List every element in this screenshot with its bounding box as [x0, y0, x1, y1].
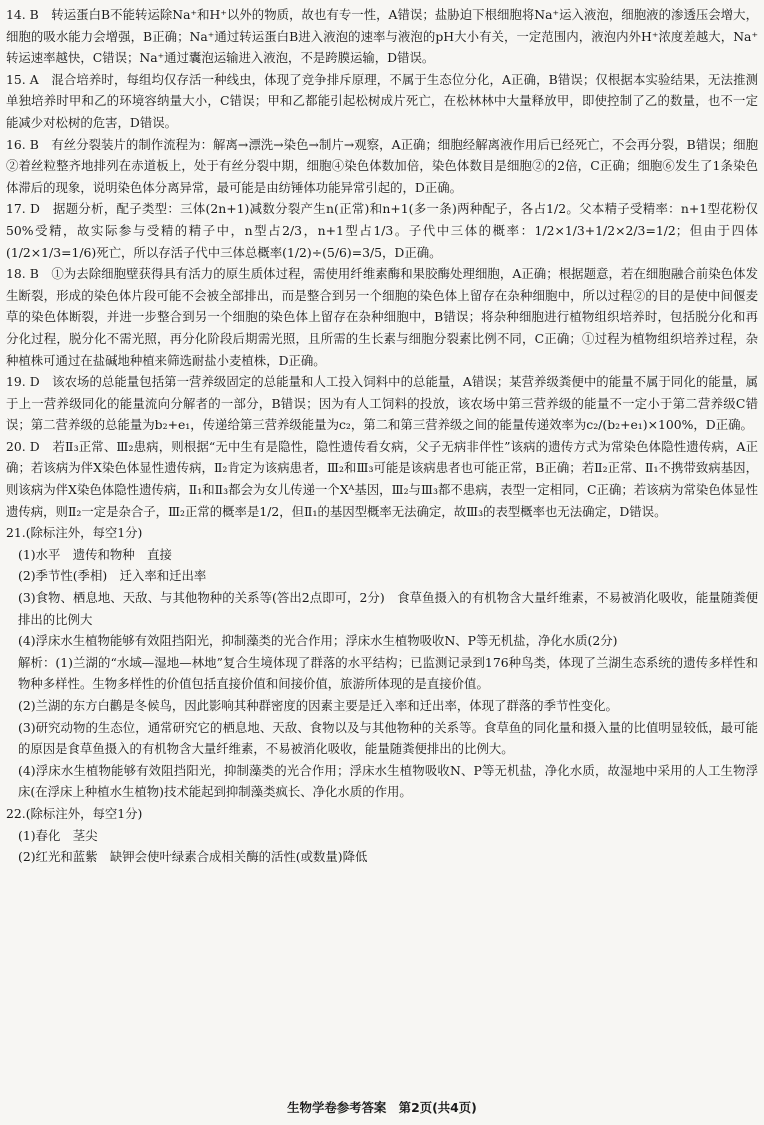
answer-text: 20. D 若Ⅱ₃正常、Ⅲ₂患病，则根据“无中生有是隐性，隐性遗传看女病，父子无病非伴性”该病的遗传方式为常染色体隐性遗传病，A正确；若该病为伴X染色体显性遗传病，Ⅱ₂肯定为该病患者，Ⅲ₂和Ⅲ₃可能是该病患者也可能正常，B正确；若Ⅱ₂正常、Ⅱ₁不携带致病基因，则该病为伴X染色体隐性遗传病，Ⅱ₁和Ⅱ₃都会为女儿传递一个Xᴬ基因，Ⅲ₂与Ⅲ₃都不患病，表型一定相同，C正确；若该病为常染色体显性遗传病，则Ⅱ₂一定是杂合子，Ⅲ₂正常的概率是1/2，但Ⅱ₁的基因型概率无法确定，故Ⅲ₃的表型概率也无法确定，D错误。: [6, 438, 758, 519]
page-footer: 生物学卷参考答案 第2页(共4页): [287, 1100, 477, 1115]
question-header: 21.(除标注外，每空1分): [6, 525, 143, 541]
question-header: 22.(除标注外，每空1分): [6, 805, 143, 821]
answer-16: [6, 134, 758, 199]
answer-line: (1)春化 茎尖: [18, 827, 98, 843]
answer-line: (4)浮床水生植物能够有效阻挡阳光，抑制藻类的光合作用；浮床水生植物吸收N、P等无机盐，净化水质(2分): [18, 633, 618, 649]
answer-19: [6, 371, 758, 436]
answer-17: [6, 198, 758, 263]
answer-line: (2)季节性(季相) 迁入率和迁出率: [18, 568, 207, 584]
answer-text: 14. B 转运蛋白B不能转运除Na⁺和H⁺以外的物质，故也有专一性，A错误；盐胁迫下根细胞将Na⁺运入液泡，细胞液的渗透压会增大，细胞的吸水能力会增强，B正确；Na⁺通过转运蛋白B进入液泡的速率与液泡的pH大小有关，一定范围内，液泡内外H⁺浓度差越大，Na⁺转运速率越快，C错误；Na⁺通过囊泡运输进入液泡，不是跨膜运输，D错误。: [6, 7, 758, 66]
answer-text: 16. B 有丝分裂装片的制作流程为：解离→漂洗→染色→制片→观察，A正确；细胞经解离液作用后已经死亡，不会再分裂，B错误；细胞②着丝粒整齐地排列在赤道板上，处于有丝分裂中期，细胞④染色体数加倍，染色体数目是细胞②的2倍，C正确；细胞⑥发生了1条染色体滞后的现象，说明染色体分离异常，最可能是由纺锤体功能异常引起的，D正确。: [6, 136, 758, 195]
analysis-line: (4)浮床水生植物能够有效阻挡阳光，抑制藻类的光合作用；浮床水生植物吸收N、P等无机盐，净化水质，故湿地中采用的人工生物浮床(在浮床上种植水生植物)技术能起到抑制藻类疯长、净化水质的作用。: [18, 762, 758, 800]
answer-18: [6, 263, 758, 371]
answer-page: [6, 4, 758, 868]
answer-21-body: [6, 544, 758, 803]
analysis-line: (3)研究动物的生态位，通常研究它的栖息地、天敌、食物以及与其他物种的关系等。食草鱼的同化量和摄入量的比值明显较低，最可能的原因是食草鱼摄入的有机物含大量纤维素，不易被消化吸收，能量随粪便排出的比例大。: [18, 719, 758, 757]
answer-14: [6, 4, 758, 69]
answer-line: (2)红光和蓝紫 缺钾会使叶绿素合成相关酶的活性(或数量)降低: [18, 849, 368, 865]
answer-20: [6, 436, 758, 522]
answer-text: 18. B ①为去除细胞壁获得具有活力的原生质体过程，需使用纤维素酶和果胶酶处理细胞，A正确；根据题意，若在细胞融合前染色体发生断裂，形成的染色体片段可能不会被全部排出，而是整合到另一个细胞的染色体上留存在杂种细胞中，所以过程②的目的是使中间偃麦草的染色体断裂，并进一步整合到另一个细胞的染色体上留存在杂种细胞中，B错误；将杂种细胞进行植物组织培养时，包括脱分化和再分化过程，脱分化不需光照，再分化阶段后期需光照，且所需的生长素与细胞分裂素比例不同，C正确；①过程为植物组织培养过程，杂种植株可通过在盐碱地种植来筛选耐盐小麦植株，D正确。: [6, 266, 758, 368]
analysis-line: 解析：(1)兰湖的“水域—湿地—林地”复合生境体现了群落的水平结构；已监测记录到176种鸟类，体现了兰湖生态系统的遗传多样性和物种多样性。生物多样性的价值包括直接价值和间接价值，旅游所体现的是直接价值。: [18, 654, 758, 692]
answer-text: 15. A 混合培养时，每组均仅存活一种线虫，体现了竞争排斥原理，不属于生态位分化，A正确，B错误；仅根据本实验结果，无法推测单独培养时甲和乙的环境容纳量大小，C错误；甲和乙都能引起松树成片死亡，在松林林中大量释放甲，即使控制了乙的数量，也不一定能减少对松树的危害，D错误。: [6, 71, 758, 130]
answer-22: [6, 803, 758, 868]
answer-line: (3)食物、栖息地、天敌、与其他物种的关系等(答出2点即可，2分) 食草鱼摄入的有机物含大量纤维素，不易被消化吸收，能量随粪便排出的比例大: [18, 590, 758, 627]
answer-21: [6, 522, 758, 803]
answer-15: [6, 69, 758, 134]
answer-22-body: [6, 825, 758, 868]
answer-text: 19. D 该农场的总能量包括第一营养级固定的总能量和人工投入饲料中的总能量，A错误；某营养级粪便中的能量不属于同化的能量，属于上一营养级同化的能量流向分解者的一部分，B错误；因为有人工饲料的投放，该农场中第三营养级的能量不一定小于第二营养级C错误；第二营养级的总能量为b₂+e₁，传递给第三营养级能量为c₂，第二和第三营养级之间的能量传递效率为c₂/(b₂+e₁)×100%，D正确。: [6, 374, 758, 433]
answer-text: 17. D 据题分析，配子类型：三体(2n+1)减数分裂产生n(正常)和n+1(多一条)两种配子，各占1/2。父本精子受精率：n+1型花粉仅50%受精，故实际参与受精的精子中，n型占2/3，n+1型占1/3。子代中三体的概率：1/2×1/3+1/2×2/3=1/2；但由于四体(1/2×1/3=1/6)死亡，所以存活子代中三体总概率(1/2)÷(5/6)=3/5，D正确。: [6, 201, 758, 260]
answer-line: (1)水平 遗传和物种 直接: [18, 546, 172, 562]
analysis-line: (2)兰湖的东方白鹳是冬候鸟，因此影响其种群密度的因素主要是迁入率和迁出率，体现了群落的季节性变化。: [18, 698, 618, 713]
